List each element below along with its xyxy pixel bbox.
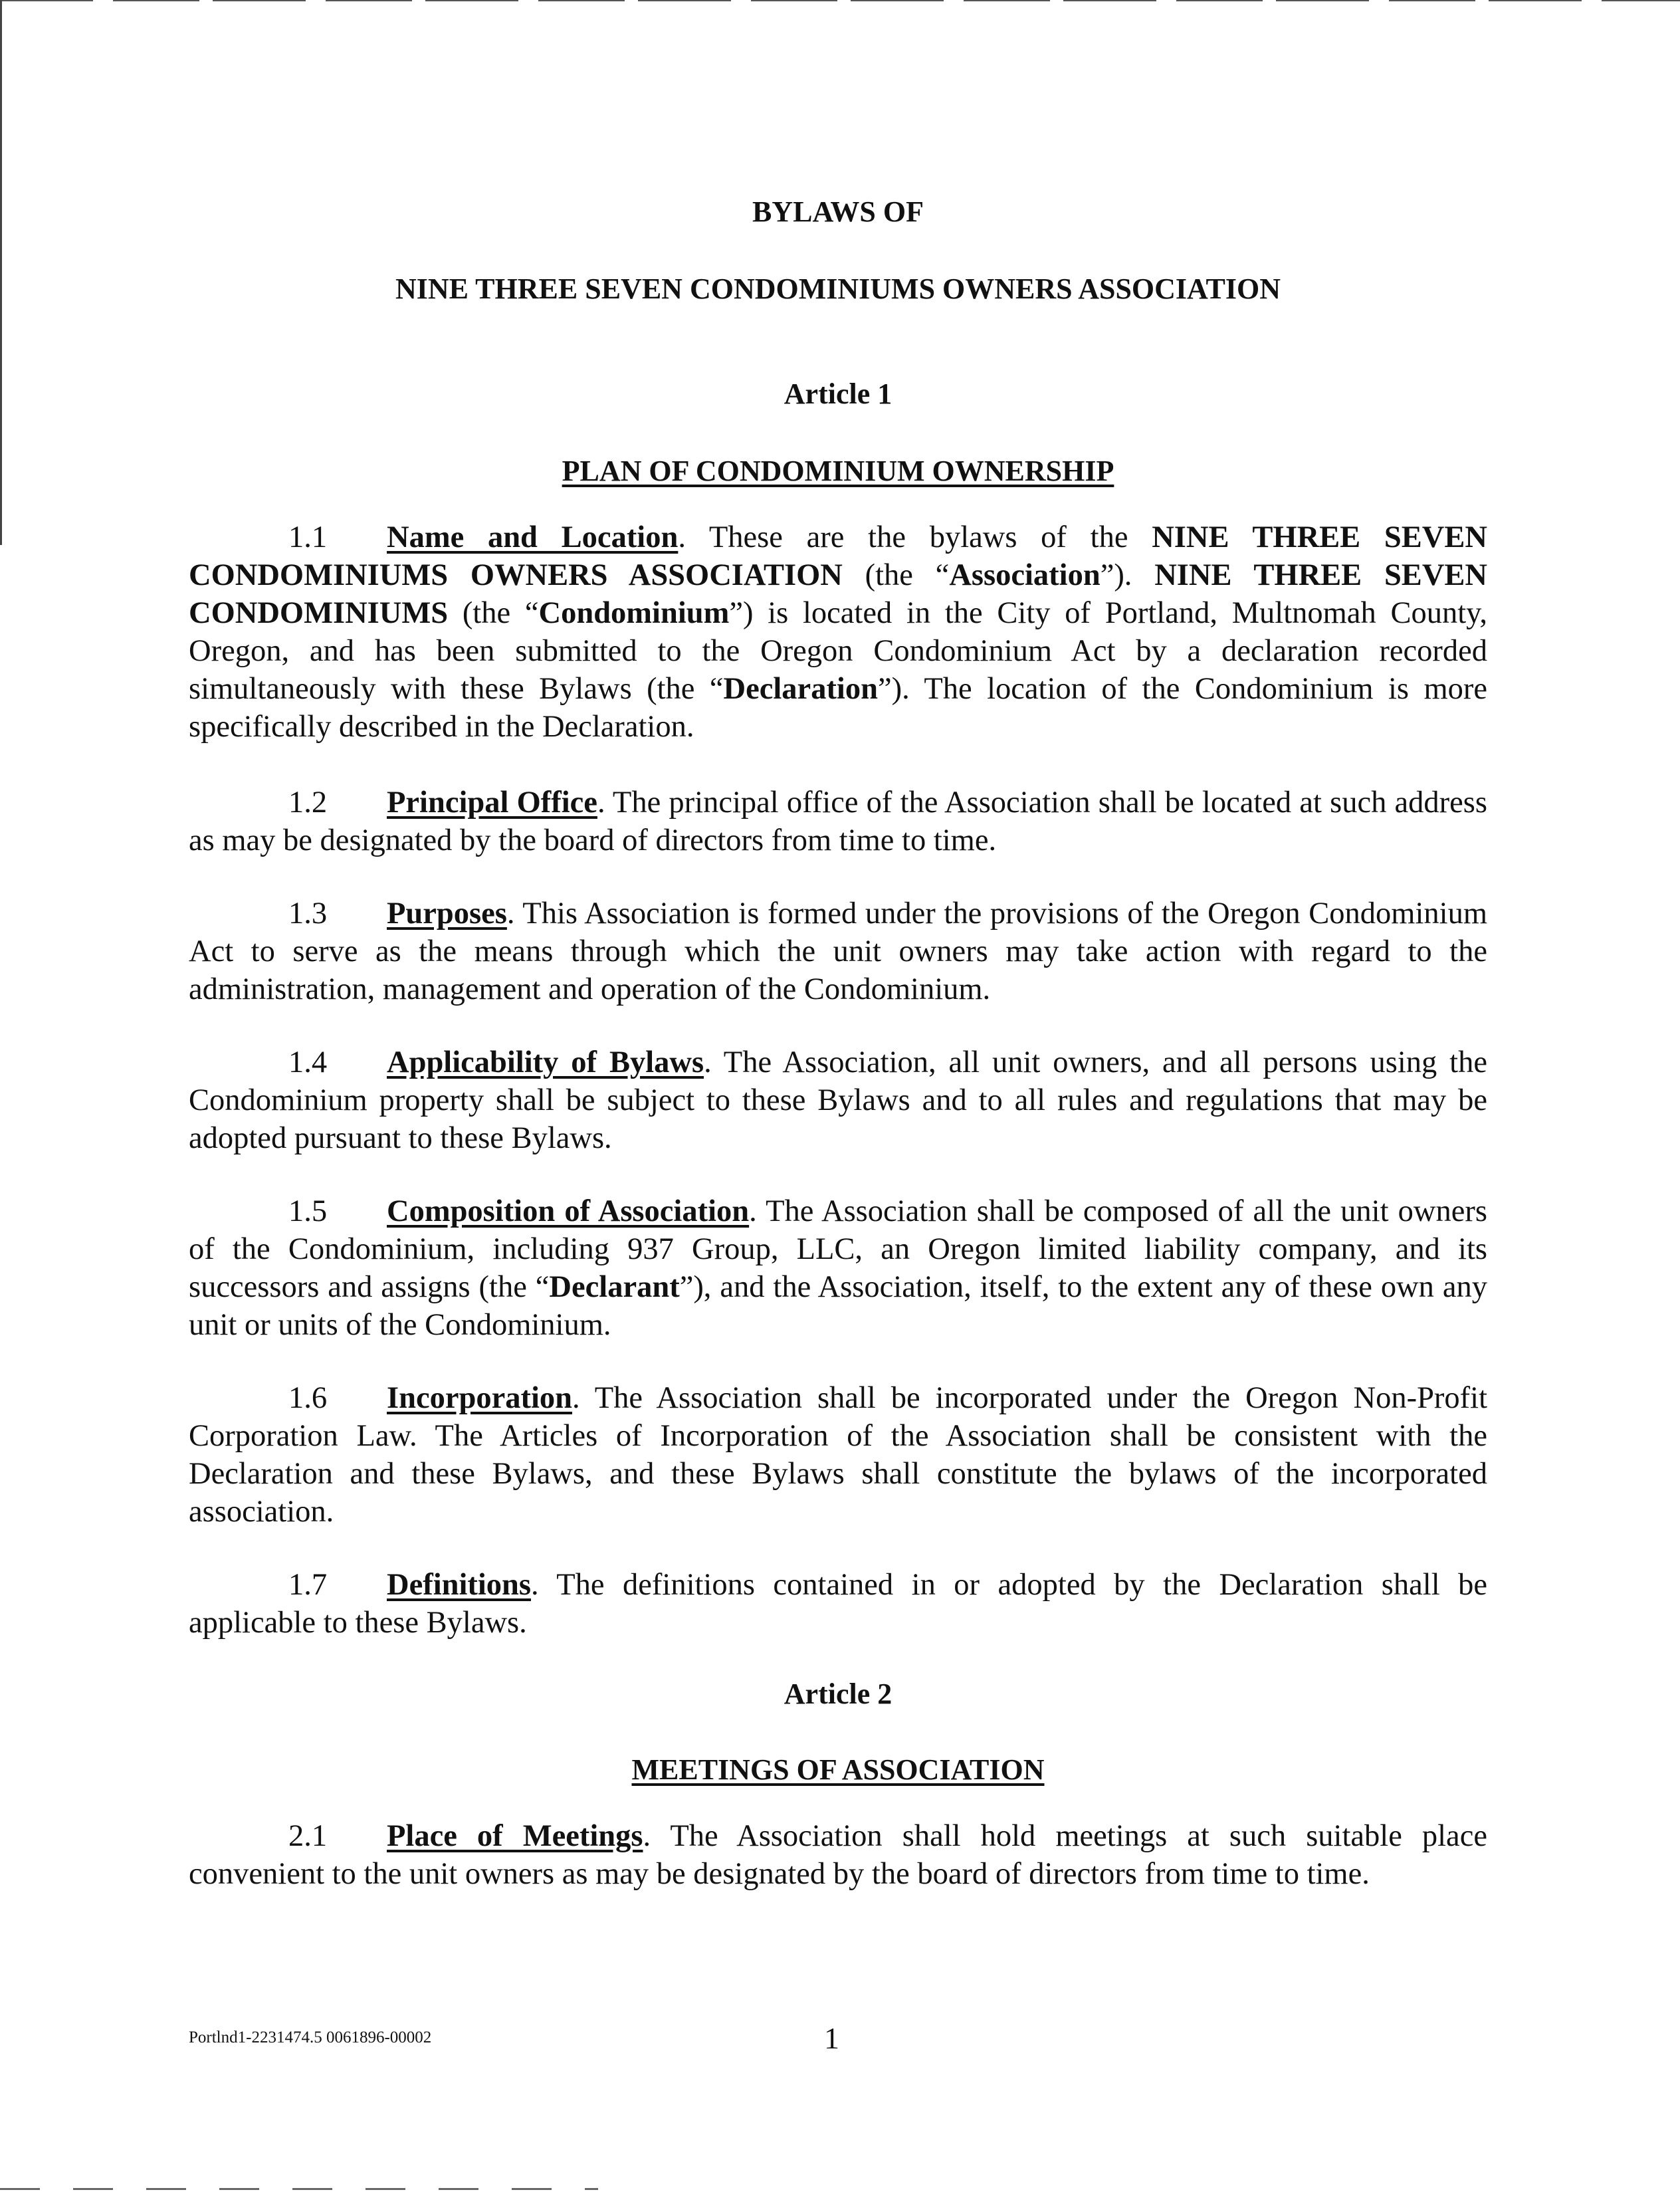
article-2-label: Article 2 [784, 1678, 892, 1710]
article-1-label: Article 1 [784, 378, 892, 410]
defined-term: Association [949, 558, 1101, 592]
defined-term: Declarant [549, 1270, 680, 1304]
section-text: ”) is located in the City of Portland, Multnomah County, Oregon, and has been submitted to the Oregon Condominium Act by a declaration recorded simultaneously with these Bylaws (the “ [189, 596, 1487, 706]
defined-term: NINE THREE SEVEN CONDOMINIUMS OWNERS ASSOCIATION [189, 520, 1487, 592]
section-number: 1.7 [288, 1568, 328, 1602]
section-text: . The Association shall hold meetings at such suitable place convenient to the unit owners as may be designated by the board of directors from time to time. [189, 1819, 1487, 1891]
section-1-3 [189, 895, 1487, 1008]
section-title: Definitions [387, 1568, 532, 1602]
section-title: Composition of Association [387, 1194, 750, 1228]
section-text: . The Association, all unit owners, and all persons using the Condominium property shall be subject to these Bylaws and to all rules and regulations that may be adopted pursuant to these Bylaws. [189, 1045, 1487, 1155]
section-number: 1.6 [288, 1381, 328, 1415]
section-1-6 [189, 1379, 1487, 1531]
section-text: . These are the bylaws of the [678, 520, 1152, 554]
section-text: . The Association shall be incorporated under the Oregon Non-Profit Corporation Law. The Articles of Incorporation of the Association shall be consistent with the Declaration and these Bylaws, and these Bylaws shall constitute the bylaws of the incorporated association. [189, 1381, 1487, 1529]
scan-edge-top [0, 0, 1680, 1]
section-text: . The Association shall be composed of all the unit owners of the Condominium, including 937 Group, LLC, an Oregon limited liability company, and its successors and assigns (the “ [189, 1194, 1487, 1304]
section-title: Incorporation [387, 1381, 572, 1415]
section-title: Applicability of Bylaws [387, 1045, 704, 1079]
section-number: 1.4 [288, 1045, 328, 1079]
document-page [189, 193, 1487, 1893]
section-number: 2.1 [288, 1819, 328, 1853]
section-title: Name and Location [387, 520, 679, 554]
defined-term: Condominium [538, 596, 730, 630]
section-1-2 [189, 784, 1487, 859]
section-2-1 [189, 1817, 1487, 1893]
defined-term: Declaration [723, 672, 878, 706]
section-text: ”). [1100, 558, 1155, 592]
defined-term: NINE THREE SEVEN CONDOMINIUMS [189, 558, 1488, 630]
section-1-1 [189, 518, 1487, 746]
section-number: 1.2 [288, 786, 328, 820]
scan-edge-bottom [0, 2188, 598, 2190]
section-text: (the “ [448, 596, 539, 630]
section-1-7 [189, 1566, 1487, 1642]
article-1-heading: PLAN OF CONDOMINIUM OWNERSHIP [562, 455, 1114, 487]
section-1-4 [189, 1043, 1487, 1157]
document-title: BYLAWS OF [752, 195, 924, 228]
section-text: ”), and the Association, itself, to the extent any of these own any unit or units of the Condominium. [189, 1270, 1487, 1342]
section-title: Place of Meetings [387, 1819, 643, 1853]
section-title: Purposes [387, 897, 507, 931]
section-text: . The definitions contained in or adopted by the Declaration shall be applicable to these Bylaws. [189, 1568, 1487, 1640]
section-text: (the “ [842, 558, 950, 592]
section-text: . This Association is formed under the provisions of the Oregon Condominium Act to serve as the means through which the unit owners may take action with regard to the administration, management and operation of the Condominium. [189, 897, 1487, 1006]
section-text: . The principal office of the Association shall be located at such address as may be designated by the board of directors from time to time. [189, 786, 1487, 857]
association-name-heading: NINE THREE SEVEN CONDOMINIUMS OWNERS ASSOCIATION [395, 273, 1281, 305]
section-1-5 [189, 1192, 1487, 1344]
scan-edge-left [0, 0, 2, 545]
footer-document-id: Portlnd1-2231474.5 0061896-00002 [189, 2028, 432, 2046]
page-number: 1 [824, 2021, 839, 2055]
section-number: 1.5 [288, 1194, 328, 1228]
section-number: 1.3 [288, 897, 328, 931]
section-number: 1.1 [288, 520, 328, 554]
section-text: ”). The location of the Condominium is more specifically described in the Declaration. [189, 672, 1487, 744]
section-title: Principal Office [387, 786, 597, 820]
article-2-heading: MEETINGS OF ASSOCIATION [631, 1753, 1045, 1786]
